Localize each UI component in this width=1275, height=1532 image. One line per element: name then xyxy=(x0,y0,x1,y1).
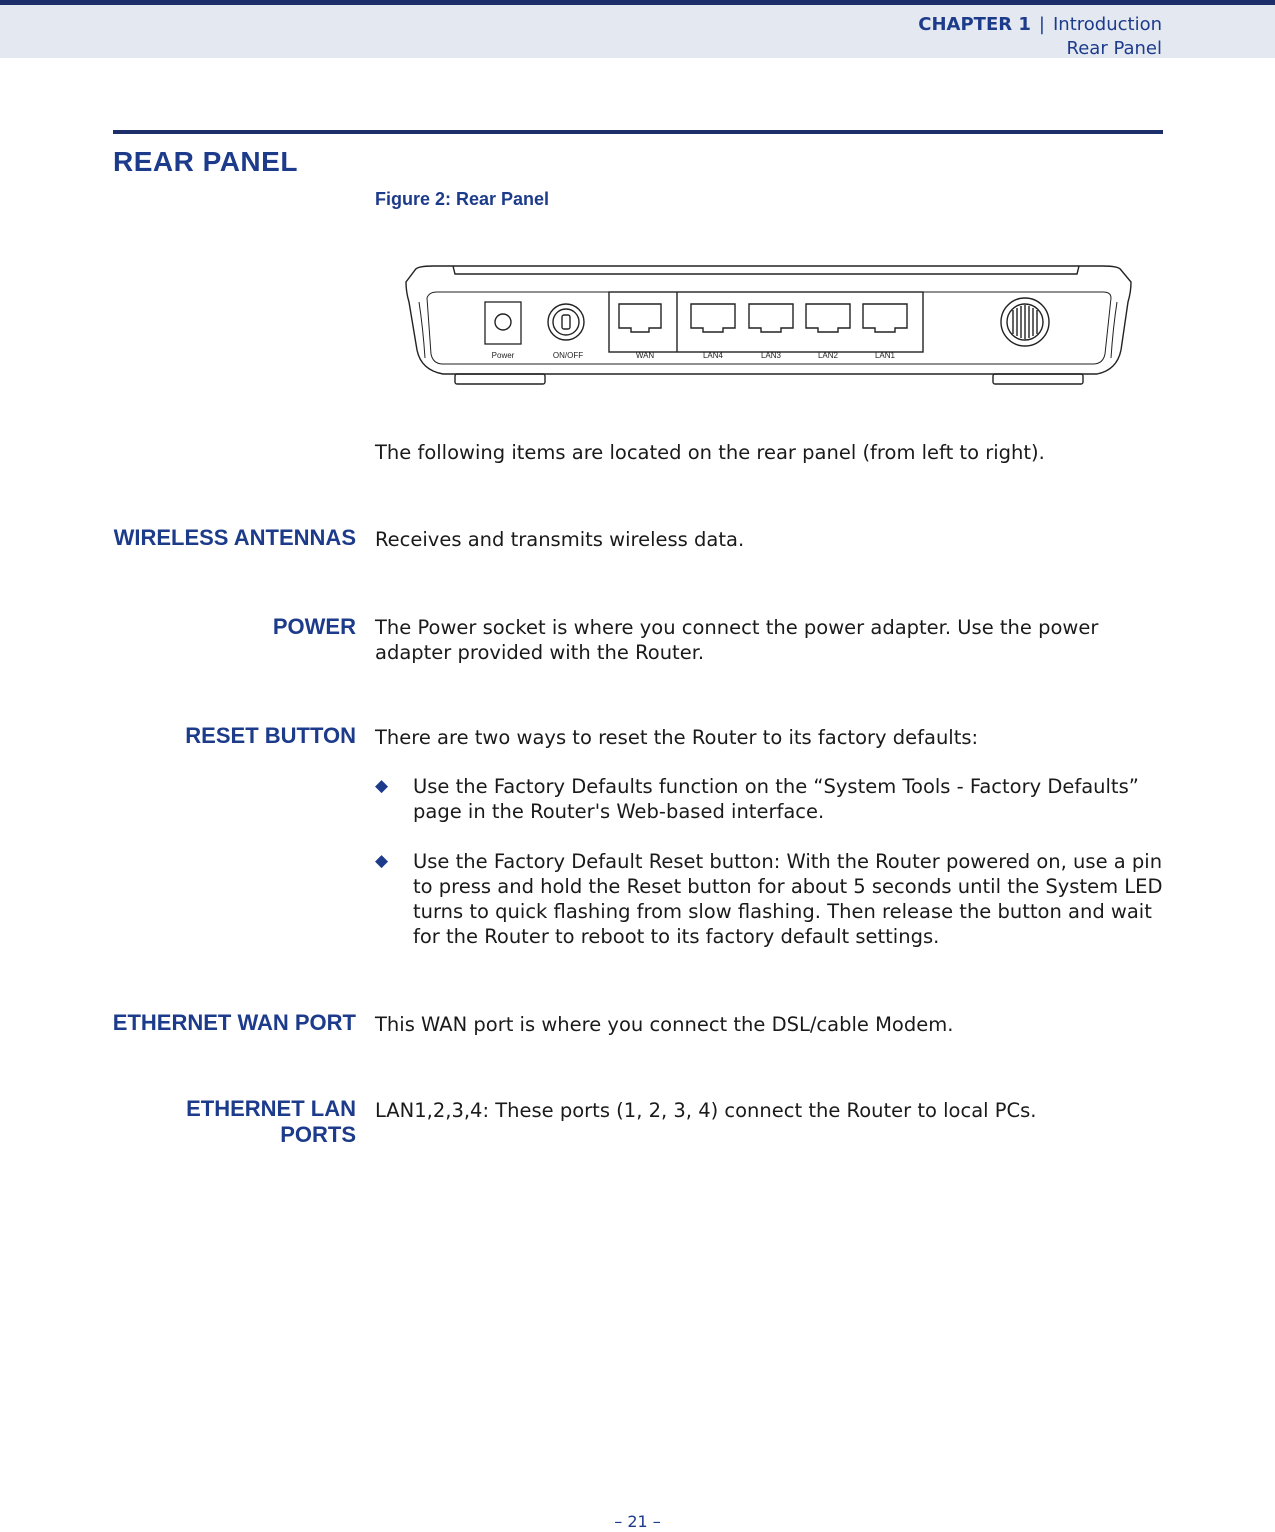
heading-line: ETHERNET LAN xyxy=(186,1096,356,1121)
power-switch-icon xyxy=(548,304,584,340)
label-power: Power xyxy=(491,351,515,360)
power-jack-icon xyxy=(485,302,521,344)
section-rule xyxy=(113,130,1163,134)
label-lan3: LAN3 xyxy=(760,351,782,360)
chapter-label: CHAPTER 1 xyxy=(918,14,1031,35)
heading-reset-button: RESET BUTTON xyxy=(185,723,356,748)
text-ethernet-wan-port: This WAN port is where you connect the DSL/cable Modem. xyxy=(375,1013,954,1036)
lan2-port-icon xyxy=(806,304,850,332)
heading-ethernet-lan-ports xyxy=(186,1096,356,1148)
page-number: – 21 – xyxy=(614,1512,661,1531)
intro-paragraph: The following items are located on the rear panel (from left to right). xyxy=(375,441,1045,464)
antenna-connector-icon xyxy=(1001,298,1049,346)
list-item xyxy=(375,849,1165,949)
label-lan1: LAN1 xyxy=(874,351,896,360)
label-lan2: LAN2 xyxy=(817,351,839,360)
diamond-bullet-icon: ◆ xyxy=(375,851,389,871)
header-chapter xyxy=(918,14,1162,35)
label-onoff: ON/OFF xyxy=(552,351,584,360)
text-wireless-antennas: Receives and transmits wireless data. xyxy=(375,528,745,551)
text-power: The Power socket is where you connect the power adapter. Use the power adapter provided with the Router. xyxy=(375,616,1099,664)
list-item xyxy=(375,774,1165,824)
label-lan4: LAN4 xyxy=(702,351,724,360)
running-header xyxy=(0,5,1275,58)
lan4-port-icon xyxy=(691,304,735,332)
section-title: REAR PANEL xyxy=(113,146,298,177)
heading-power: POWER xyxy=(272,614,356,639)
lan3-port-icon xyxy=(749,304,793,332)
header-separator: | xyxy=(1038,14,1045,35)
diamond-bullet-icon: ◆ xyxy=(375,776,389,796)
bullet-text: Use the Factory Default Reset button: With the Router powered on, use a pin to press and hold the Reset button for about 5 seconds until the System LED turns to quick flashing from slow flashing. Then release the button and wait for the Router to reboot to its factory default settings. xyxy=(413,850,1163,948)
wan-port-icon xyxy=(619,304,661,332)
label-wan: WAN xyxy=(635,351,655,360)
bullet-text: Use the Factory Defaults function on the “System Tools - Factory Defaults” page in the Router's Web-based interface. xyxy=(413,775,1139,823)
header-section: Rear Panel xyxy=(1066,38,1162,59)
text-ethernet-lan-ports: LAN1,2,3,4: These ports (1, 2, 3, 4) connect the Router to local PCs. xyxy=(375,1099,1037,1122)
heading-ethernet-wan-port: ETHERNET WAN PORT xyxy=(112,1010,356,1035)
heading-line: PORTS xyxy=(280,1122,356,1147)
heading-wireless-antennas: WIRELESS ANTENNAS xyxy=(113,525,356,550)
lan1-port-icon xyxy=(863,304,907,332)
figure-caption: Figure 2: Rear Panel xyxy=(375,189,550,209)
rear-panel-figure xyxy=(403,258,1133,392)
text-reset-button: There are two ways to reset the Router to its factory defaults: xyxy=(375,726,979,749)
chapter-title: Introduction xyxy=(1052,14,1162,35)
